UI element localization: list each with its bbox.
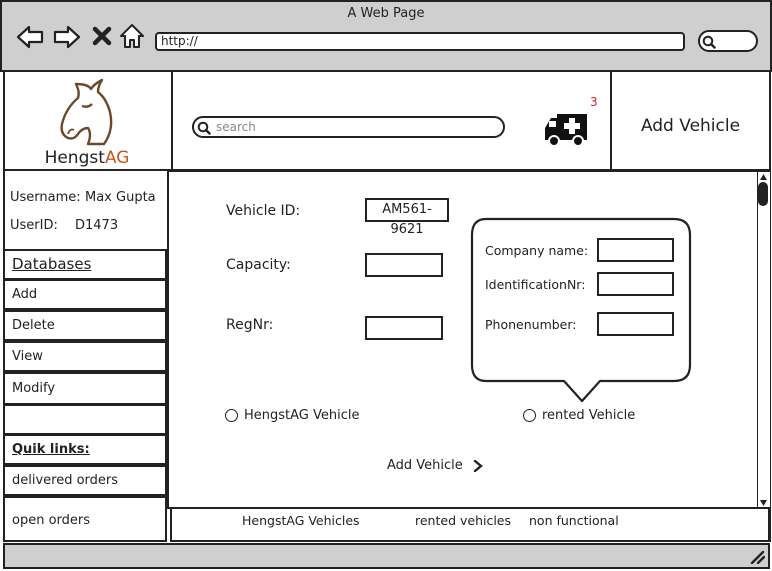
search-input[interactable]: search (192, 116, 505, 138)
company-name-label: Company name: (485, 243, 589, 258)
close-icon[interactable] (90, 24, 114, 48)
radio-circle[interactable] (523, 409, 536, 422)
quicklinks-heading: Quik links: (3, 434, 167, 465)
resize-grip-icon[interactable] (749, 550, 765, 564)
status-bar (3, 543, 770, 569)
window-title: A Web Page (347, 6, 425, 21)
sidebar-item-view[interactable]: View (3, 341, 167, 372)
radio-hengstag-label: HengstAG Vehicle (244, 408, 360, 423)
phonenumber-label: Phonenumber: (485, 317, 577, 332)
capacity-label: Capacity: (226, 257, 291, 273)
search-icon (197, 121, 211, 135)
userid-label: UserID: (10, 218, 58, 233)
identification-input[interactable] (597, 272, 674, 296)
sidebar-item-add[interactable]: Add (3, 279, 167, 310)
quicklink-open-orders[interactable]: open orders (3, 496, 167, 542)
scroll-up-arrow-icon[interactable] (759, 173, 768, 181)
tab-non-functional[interactable]: non functional (529, 513, 619, 528)
tab-rented-vehicles[interactable]: rented vehicles (415, 513, 512, 528)
url-input[interactable]: http:// (155, 32, 685, 51)
phonenumber-input[interactable] (597, 312, 674, 336)
regnr-label: RegNr: (226, 317, 274, 333)
add-vehicle-button[interactable] (387, 458, 483, 473)
scrollbar[interactable] (757, 172, 770, 507)
sidebar-databases-heading: Databases (3, 249, 167, 280)
ambulance-icon[interactable] (543, 106, 591, 148)
company-name-prefix: Hengst (44, 148, 105, 168)
company-name-input[interactable] (597, 238, 674, 262)
horse-logo-icon (58, 78, 120, 148)
company-name (3, 148, 171, 168)
quicklink-delivered-orders[interactable]: delivered orders (3, 465, 167, 496)
add-vehicle-label: Add Vehicle (387, 458, 463, 473)
vehicle-id-field[interactable]: AM561-9621 (365, 198, 449, 222)
radio-rented-label: rented Vehicle (542, 408, 636, 423)
radio-hengstag-vehicle[interactable] (225, 408, 360, 423)
tab-hengstag-vehicles[interactable]: HengstAG Vehicles (242, 513, 360, 528)
vehicle-id-label: Vehicle ID: (226, 203, 301, 219)
company-name-suffix: AG (104, 148, 130, 168)
chevron-right-icon (473, 460, 483, 472)
regnr-input[interactable] (365, 316, 443, 340)
username-label: Username: (10, 190, 81, 205)
sidebar-item-modify[interactable]: Modify (3, 372, 167, 405)
header-divider-left (171, 72, 173, 170)
scrollbar-thumb[interactable] (758, 182, 768, 206)
notification-count: 3 (590, 95, 598, 109)
browser-search-field[interactable] (698, 30, 758, 52)
search-icon (702, 35, 716, 49)
radio-rented-vehicle[interactable] (523, 408, 635, 423)
username-value: Max Gupta (85, 190, 156, 205)
sidebar-item-delete[interactable]: Delete (3, 310, 167, 341)
identification-label: IdentificationNr: (485, 277, 586, 292)
back-arrow-icon[interactable] (16, 24, 44, 50)
forward-arrow-icon[interactable] (52, 24, 82, 50)
page-title: Add Vehicle (640, 116, 741, 136)
sidebar-empty-slot (3, 404, 167, 435)
home-icon[interactable] (118, 22, 146, 50)
userid-value: D1473 (75, 218, 119, 233)
scroll-down-arrow-icon[interactable] (759, 499, 768, 507)
radio-circle[interactable] (225, 409, 238, 422)
capacity-input[interactable] (365, 253, 443, 277)
